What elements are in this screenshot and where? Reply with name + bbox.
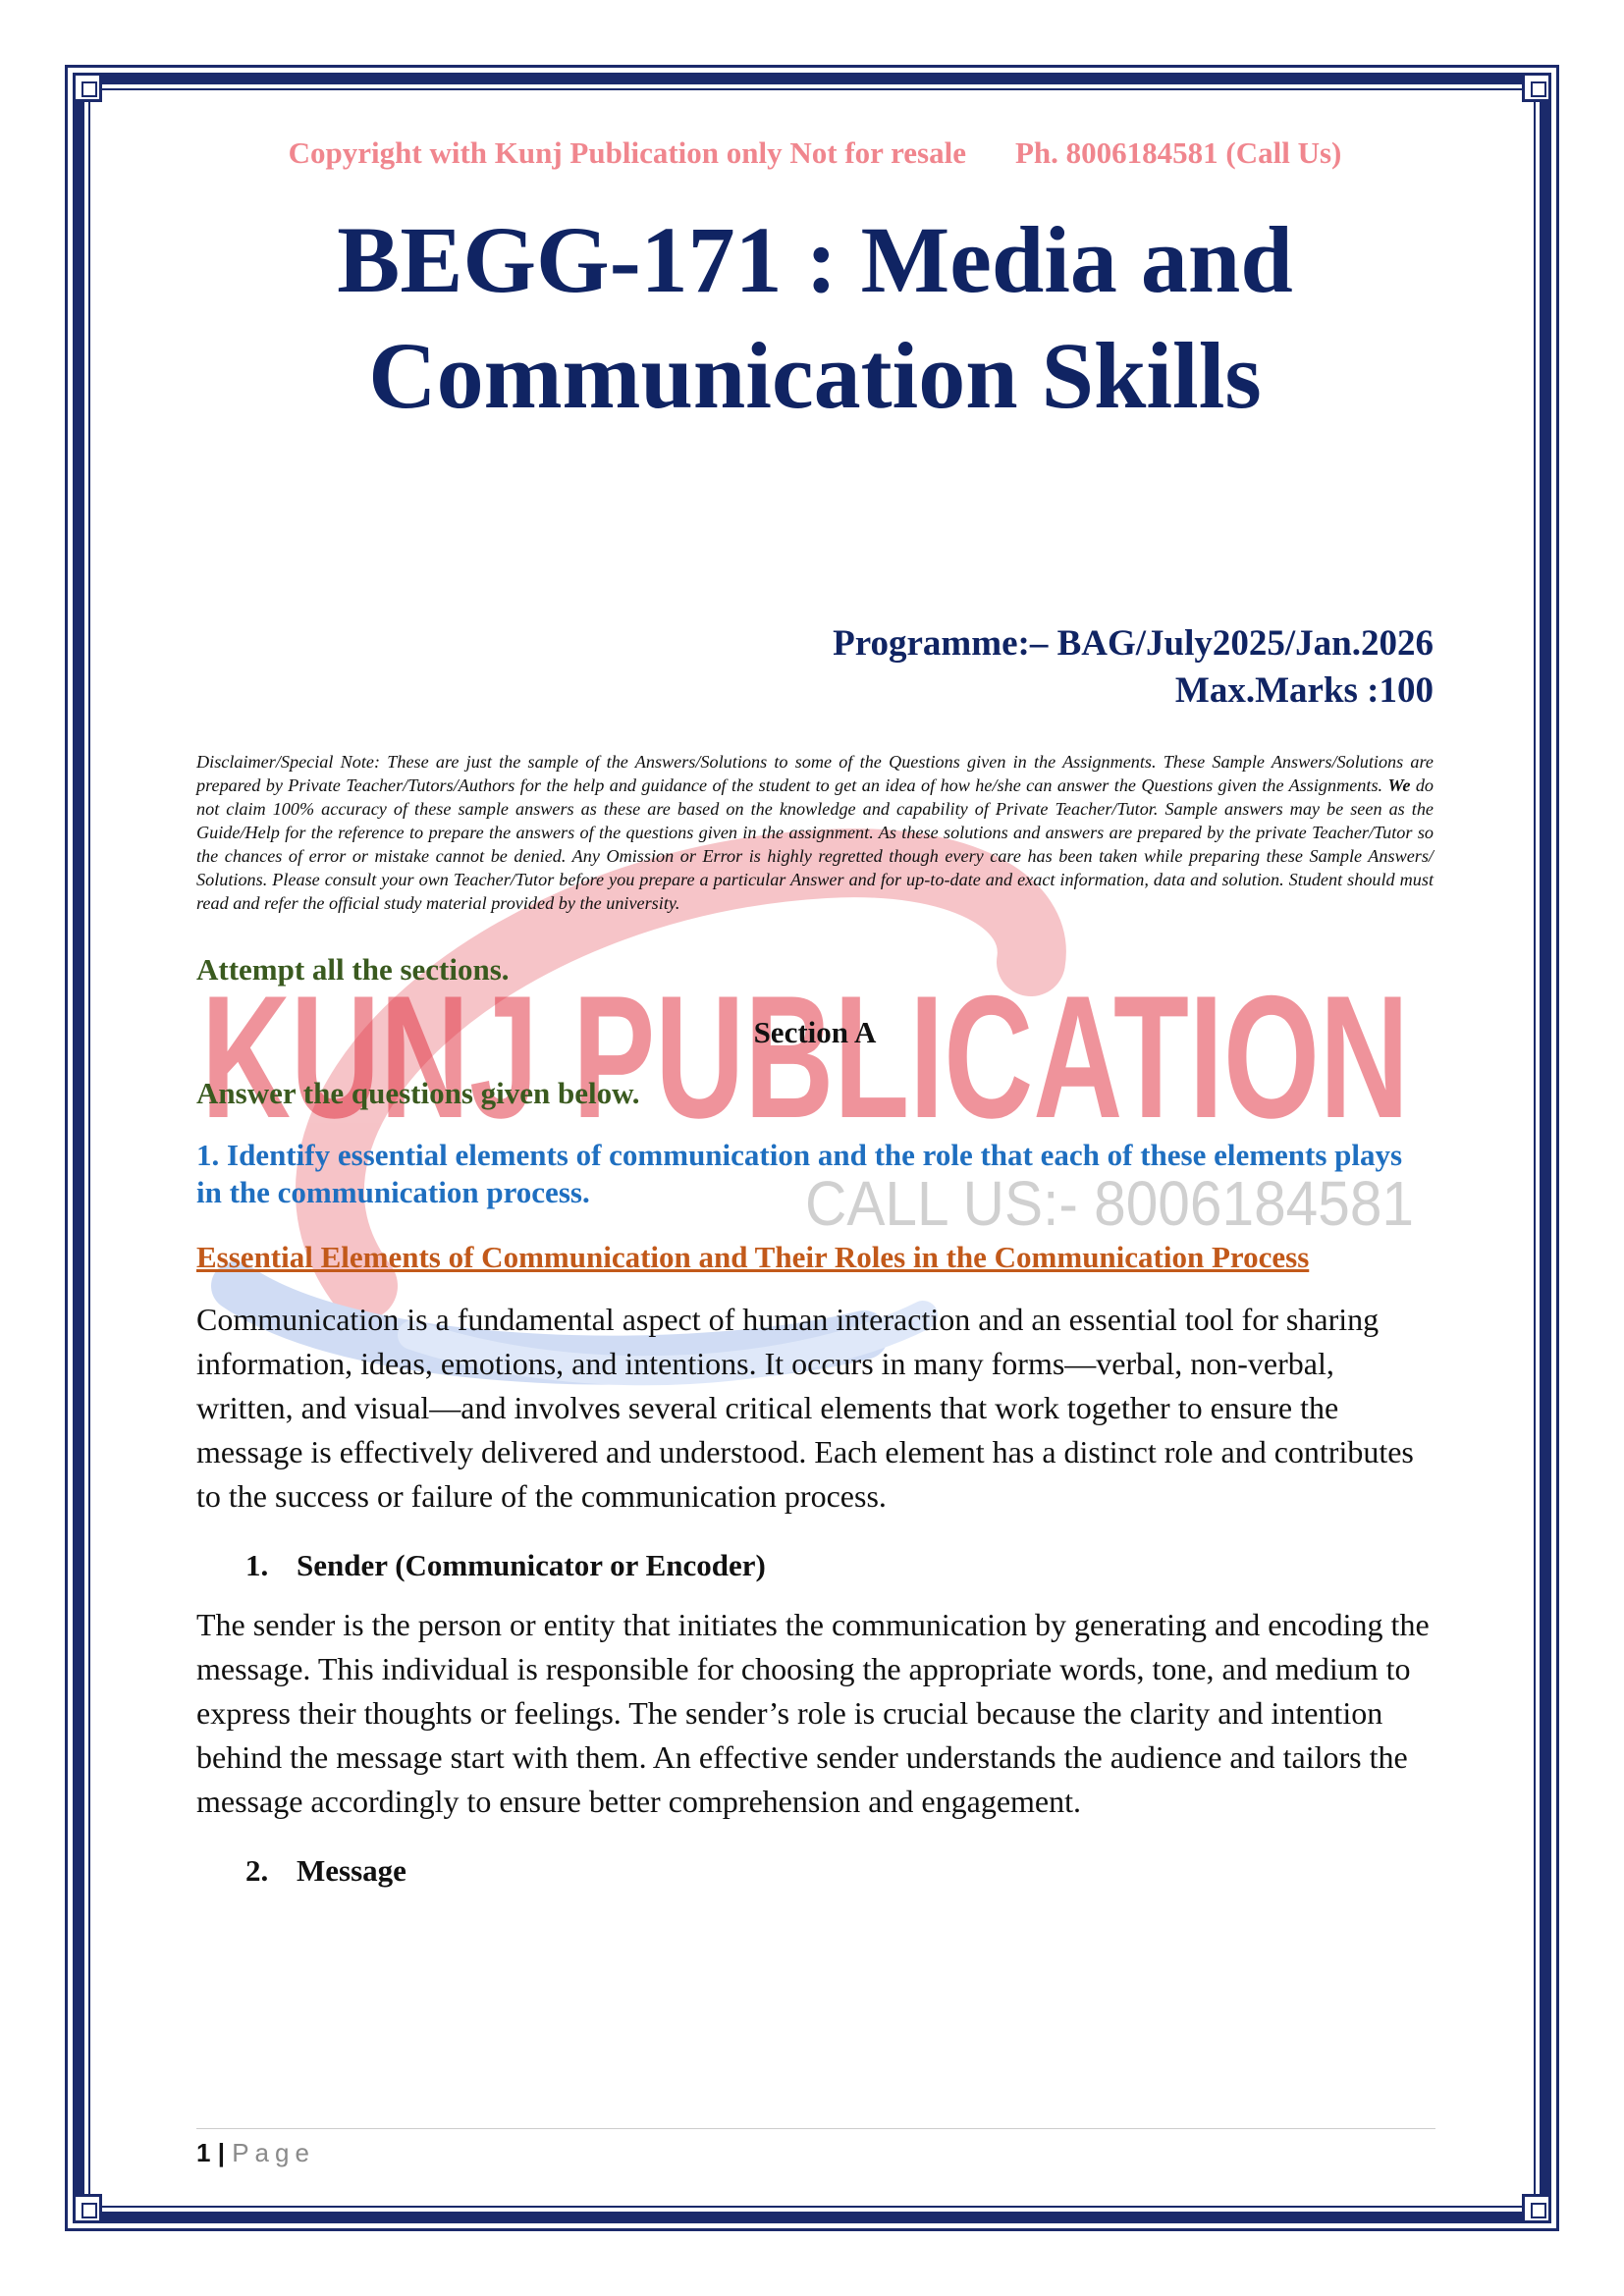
section-heading: Section A	[753, 1015, 877, 1049]
list-item-number: 1.	[245, 1548, 269, 1582]
intro-paragraph: Communication is a fundamental aspect of human interaction and an essential tool for sharing information, ideas, emotions, and intentions. It occurs in many forms—verbal, non-verbal, written, and visual—and involves several critical elements that work together to ensure the message is effectively delivered and understood. Each element has a distinct role and contributes to the success or failure of the communication process.	[196, 1302, 1414, 1514]
max-marks-label: Max.Marks :100	[1174, 670, 1434, 711]
disclaimer-part-2: do not claim 100% accuracy of these sample answers as these are based on the knowledge and capability of Private Teacher/Tutor. Sample answers may be seen as the Guide/Help for the reference to prepare the answers of the questions given in the assignment. As these solutions and answers are prepared by the private Teacher/Tutor so the chances of error or mistake cannot be denied. Any Omission or Error is highly regretted though every care has been taken while preparing these Sample Answers/ Solutions. Please consult your own Teacher/Tutor before you prepare a particular Answer and for up-to-date and exact information, data and solution. Student should must read and refer the official study material provided by the university.	[196, 775, 1435, 913]
corner-ornament-bottom-right	[1522, 2194, 1551, 2223]
programme-info	[196, 620, 1434, 715]
footer-divider	[196, 2128, 1435, 2129]
watermark-brand-text: KUNJ PUBLICATION	[201, 959, 1409, 1154]
phone-number: Ph. 8006184581 (Call Us)	[1014, 135, 1342, 170]
disclaimer-part-1: Disclaimer/Special Note: These are just the sample of the Answers/Solutions to some of the Questions given in the Assignments. These Sample Answers/Solutions are prepared by Private Teacher/Tutors/Authors for the help and guidance of the student to get an idea of how he/she can answer the Questions given the Assignments.	[196, 752, 1434, 795]
list-item	[245, 1548, 1434, 1583]
disclaimer-we: We	[1387, 775, 1411, 795]
copyright-notice	[196, 135, 1434, 171]
list-item-number: 2.	[245, 1853, 269, 1888]
list-item-label: Sender (Communicator or Encoder)	[297, 1548, 766, 1582]
page-content	[196, 135, 1434, 1889]
corner-ornament-top-right	[1522, 73, 1551, 102]
programme-label: Programme:– BAG/July2025/Jan.2026	[833, 623, 1434, 664]
question-1: 1. Identify essential elements of communication and the role that each of these elements plays in the communication process.	[196, 1138, 1403, 1209]
attempt-instruction: Attempt all the sections.	[196, 952, 510, 987]
sender-paragraph: The sender is the person or entity that initiates the communication by generating and encoding the message. This individual is responsible for choosing the appropriate words, tone, and medium to express their thoughts or feelings. The sender’s role is crucial because the clarity and intention behind the message start with them. An effective sender understands the audience and tailors the message accordingly to ensure better comprehension and engagement.	[196, 1607, 1430, 1819]
title-line-2: Communication Skills	[368, 323, 1262, 428]
page-number: 1	[196, 2138, 211, 2167]
watermark-call-text: CALL US:- 8006184581	[805, 1168, 1414, 1239]
corner-ornament-top-left	[73, 73, 102, 102]
corner-ornament-bottom-left	[73, 2194, 102, 2223]
answer-instruction: Answer the questions given below.	[196, 1076, 640, 1110]
disclaimer	[196, 750, 1434, 915]
list-item-label: Message	[297, 1853, 406, 1888]
list-item	[245, 1853, 1434, 1889]
copyright-text: Copyright with Kunj Publication only Not for resale	[288, 135, 966, 170]
page-label: Page	[232, 2138, 315, 2167]
page-separator: |	[217, 2138, 225, 2167]
answer-heading: Essential Elements of Communication and Their Roles in the Communication Process	[196, 1240, 1310, 1274]
page-title	[196, 202, 1434, 434]
title-line-1: BEGG-171 : Media and	[337, 207, 1293, 312]
page-footer	[196, 2138, 315, 2168]
